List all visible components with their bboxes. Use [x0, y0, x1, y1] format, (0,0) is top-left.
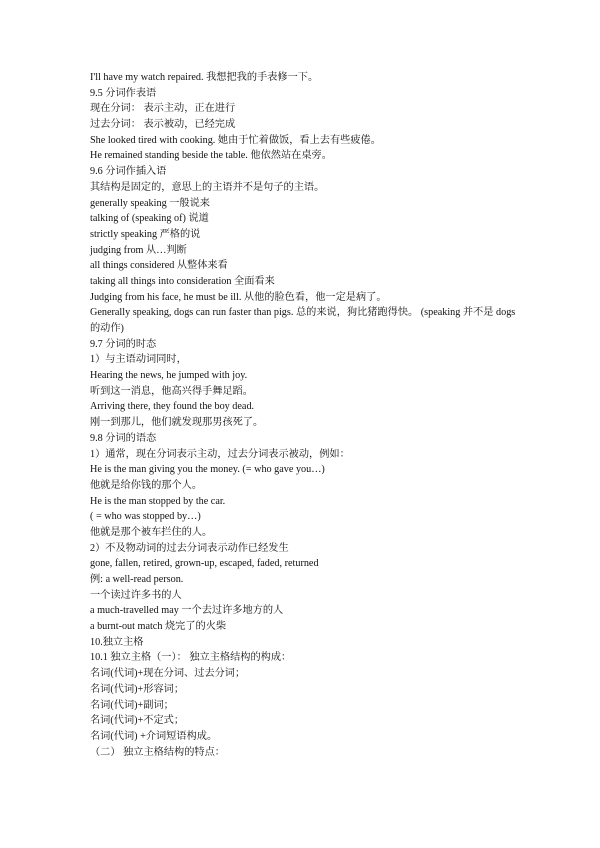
text-paragraph: Generally speaking, dogs can run faster than pigs. 总的来说，狗比猪跑得快。 (speaking 并不是 dogs 的动作)	[90, 307, 516, 335]
text-line: gone, fallen, retired, grown-up, escaped, faded, returned	[90, 558, 319, 570]
text-line: ( = who was stopped by…)	[90, 511, 201, 523]
section-heading: 10.独立主格	[90, 636, 144, 648]
text-line: He is the man giving you the money. (= who gave you…)	[90, 464, 325, 476]
text-line: She looked tired with cooking. 她由于忙着做饭，看上去有些疲倦。	[90, 134, 381, 146]
text-line: judging from 从…判断	[90, 244, 187, 256]
text-line: taking all things into consideration 全面看来	[90, 275, 275, 287]
text-line: Judging from his face, he must be ill. 从他的脸色看，他一定是病了。	[90, 291, 387, 303]
text-line: 名词(代词)+不定式；	[90, 715, 185, 727]
text-line: 他就是给你钱的那个人。	[90, 479, 203, 491]
text-line: all things considered 从整体来看	[90, 260, 228, 272]
text-line: 名词(代词) +介词短语构成。	[90, 730, 218, 742]
section-heading: 9.7 分词的时态	[90, 338, 157, 350]
text-line: （二） 独立主格结构的特点：	[90, 746, 225, 758]
text-line: 刚一到那儿，他们就发现那男孩死了。	[90, 417, 264, 429]
text-line: He remained standing beside the table. 他依然站在桌旁。	[90, 150, 332, 162]
text-line: 其结构是固定的，意思上的主语并不是句子的主语。	[90, 181, 325, 193]
text-line: generally speaking 一般说来	[90, 197, 210, 209]
section-heading: 9.5 分词作表语	[90, 87, 157, 99]
text-line: 2）不及物动词的过去分词表示动作已经发生	[90, 542, 289, 554]
text-line: 1）通常，现在分词表示主动，过去分词表示被动，例如：	[90, 448, 350, 460]
text-line: a much-travelled may 一个去过许多地方的人	[90, 605, 284, 617]
section-heading: 10.1 独立主格（一）： 独立主格结构的构成：	[90, 652, 292, 664]
text-line: Arriving there, they found the boy dead.	[90, 401, 255, 413]
text-line: 名词(代词)+形容词；	[90, 683, 185, 695]
text-line: 例: a well-read person.	[90, 574, 184, 586]
text-line: 名词(代词)+现在分词、过去分词；	[90, 668, 246, 680]
text-line: 过去分词： 表示被动，已经完成	[90, 119, 236, 131]
text-line: talking of (speaking of) 说道	[90, 213, 209, 225]
text-line: He is the man stopped by the car.	[90, 495, 226, 507]
section-heading: 9.6 分词作插入语	[90, 166, 167, 178]
document-page	[90, 70, 520, 760]
text-line: 他就是那个被车拦住的人。	[90, 526, 213, 538]
text-line: 现在分词： 表示主动，正在进行	[90, 103, 236, 115]
text-line: Hearing the news, he jumped with joy.	[90, 370, 248, 382]
text-line: a burnt-out match 烧完了的火柴	[90, 621, 227, 633]
text-line: 1）与主语动词同时，	[90, 354, 187, 366]
text-line: strictly speaking 严格的说	[90, 228, 201, 240]
text-line: 一个读过许多书的人	[90, 589, 182, 601]
text-line: 听到这一消息，他高兴得手舞足蹈。	[90, 385, 253, 397]
text-line: I'll have my watch repaired. 我想把我的手表修一下。	[90, 72, 319, 83]
text-line: 名词(代词)+副词；	[90, 699, 174, 711]
section-heading: 9.8 分词的语态	[90, 432, 157, 444]
